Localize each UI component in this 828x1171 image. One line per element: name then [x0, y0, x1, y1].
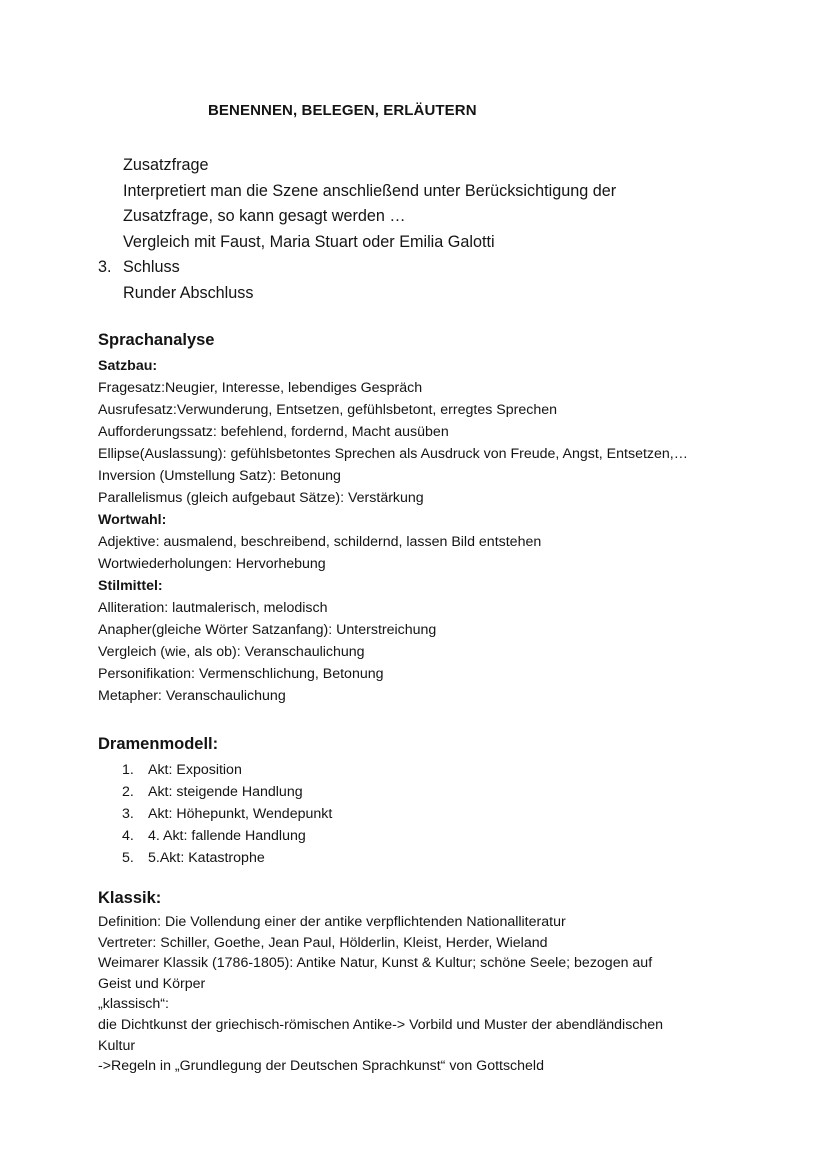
list-item: Vergleich (wie, als ob): Veranschaulichung [98, 644, 365, 660]
list-item [122, 847, 332, 869]
sprachanalyse-list [98, 355, 688, 707]
klassik-line: Geist und Körper [98, 975, 206, 992]
list-item [122, 825, 332, 847]
list-item: Wortwiederholungen: Hervorhebung [98, 556, 326, 572]
klassik-line: „klassisch“: [98, 996, 169, 1013]
list-number: 1. [122, 762, 134, 778]
list-text: Akt: steigende Handlung [148, 784, 303, 800]
list-item: Inversion (Umstellung Satz): Betonung [98, 468, 341, 484]
sprachanalyse-heading: Sprachanalyse [98, 331, 215, 349]
klassik-heading: Klassik: [98, 889, 162, 907]
intro-line: Vergleich mit Faust, Maria Stuart oder Emilia Galotti [123, 232, 495, 251]
list-item [122, 759, 332, 781]
klassik-line: Definition: Die Vollendung einer der antike verpflichtenden Nationalliteratur [98, 914, 566, 930]
intro-line: Zusatzfrage, so kann gesagt werden … [123, 207, 406, 226]
intro-block [98, 153, 617, 307]
klassik-line: die Dichtkunst der griechisch-römischen Antike-> Vorbild und Muster der abendländischen [98, 1016, 664, 1033]
dramenmodell-list [122, 759, 333, 869]
klassik-line: Kultur [98, 1037, 136, 1054]
list-text: Akt: Höhepunkt, Wendepunkt [148, 806, 333, 822]
page-title: BENENNEN, BELEGEN, ERLÄUTERN [208, 102, 477, 119]
wortwahl-heading: Wortwahl: [98, 512, 167, 528]
list-number: 4. [122, 828, 134, 844]
list-item: Parallelismus (gleich aufgebaut Sätze): Verstärkung [98, 490, 424, 506]
klassik-line: ->Regeln in „Grundlegung der Deutschen Sprachkunst“ von Gottscheld [98, 1058, 544, 1075]
intro-line: Zusatzfrage [123, 156, 209, 174]
section-3-text: Runder Abschluss [123, 283, 254, 302]
klassik-line: Vertreter: Schiller, Goethe, Jean Paul, Hölderlin, Kleist, Herder, Wieland [98, 934, 548, 951]
section-3-number: 3. [98, 258, 112, 277]
section-3-heading [98, 255, 616, 281]
list-text: 4. Akt: fallende Handlung [148, 828, 306, 844]
klassik-text [98, 912, 663, 1077]
satzbau-heading: Satzbau: [98, 358, 158, 374]
list-number: 3. [122, 806, 134, 822]
stilmittel-heading: Stilmittel: [98, 578, 163, 594]
list-item: Fragesatz:Neugier, Interesse, lebendiges Gespräch [98, 380, 423, 396]
list-text: Akt: Exposition [148, 762, 242, 778]
list-item: Metapher: Veranschaulichung [98, 688, 286, 704]
list-text: 5.Akt: Katastrophe [148, 850, 265, 866]
list-item: Ellipse(Auslassung): gefühlsbetontes Sprechen als Ausdruck von Freude, Angst, Entsetzen,… [98, 446, 688, 462]
dramenmodell-heading: Dramenmodell: [98, 735, 219, 753]
list-item: Adjektive: ausmalend, beschreibend, schildernd, lassen Bild entstehen [98, 534, 542, 550]
list-item: Personifikation: Vermenschlichung, Betonung [98, 666, 384, 682]
list-item: Anapher(gleiche Wörter Satzanfang): Unterstreichung [98, 622, 437, 638]
section-3-title: Schluss [123, 258, 180, 277]
list-number: 2. [122, 784, 134, 800]
list-item: Aufforderungssatz: befehlend, fordernd, Macht ausüben [98, 424, 449, 440]
list-number: 5. [122, 850, 134, 866]
list-item [122, 803, 333, 825]
list-item: Alliteration: lautmalerisch, melodisch [98, 600, 328, 616]
intro-line: Interpretiert man die Szene anschließend unter Berücksichtigung der [123, 181, 617, 200]
klassik-line: Weimarer Klassik (1786-1805): Antike Natur, Kunst & Kultur; schöne Seele; bezogen auf [98, 955, 653, 972]
list-item: Ausrufesatz:Verwunderung, Entsetzen, gefühlsbetont, erregtes Sprechen [98, 402, 558, 418]
list-item [122, 781, 332, 803]
